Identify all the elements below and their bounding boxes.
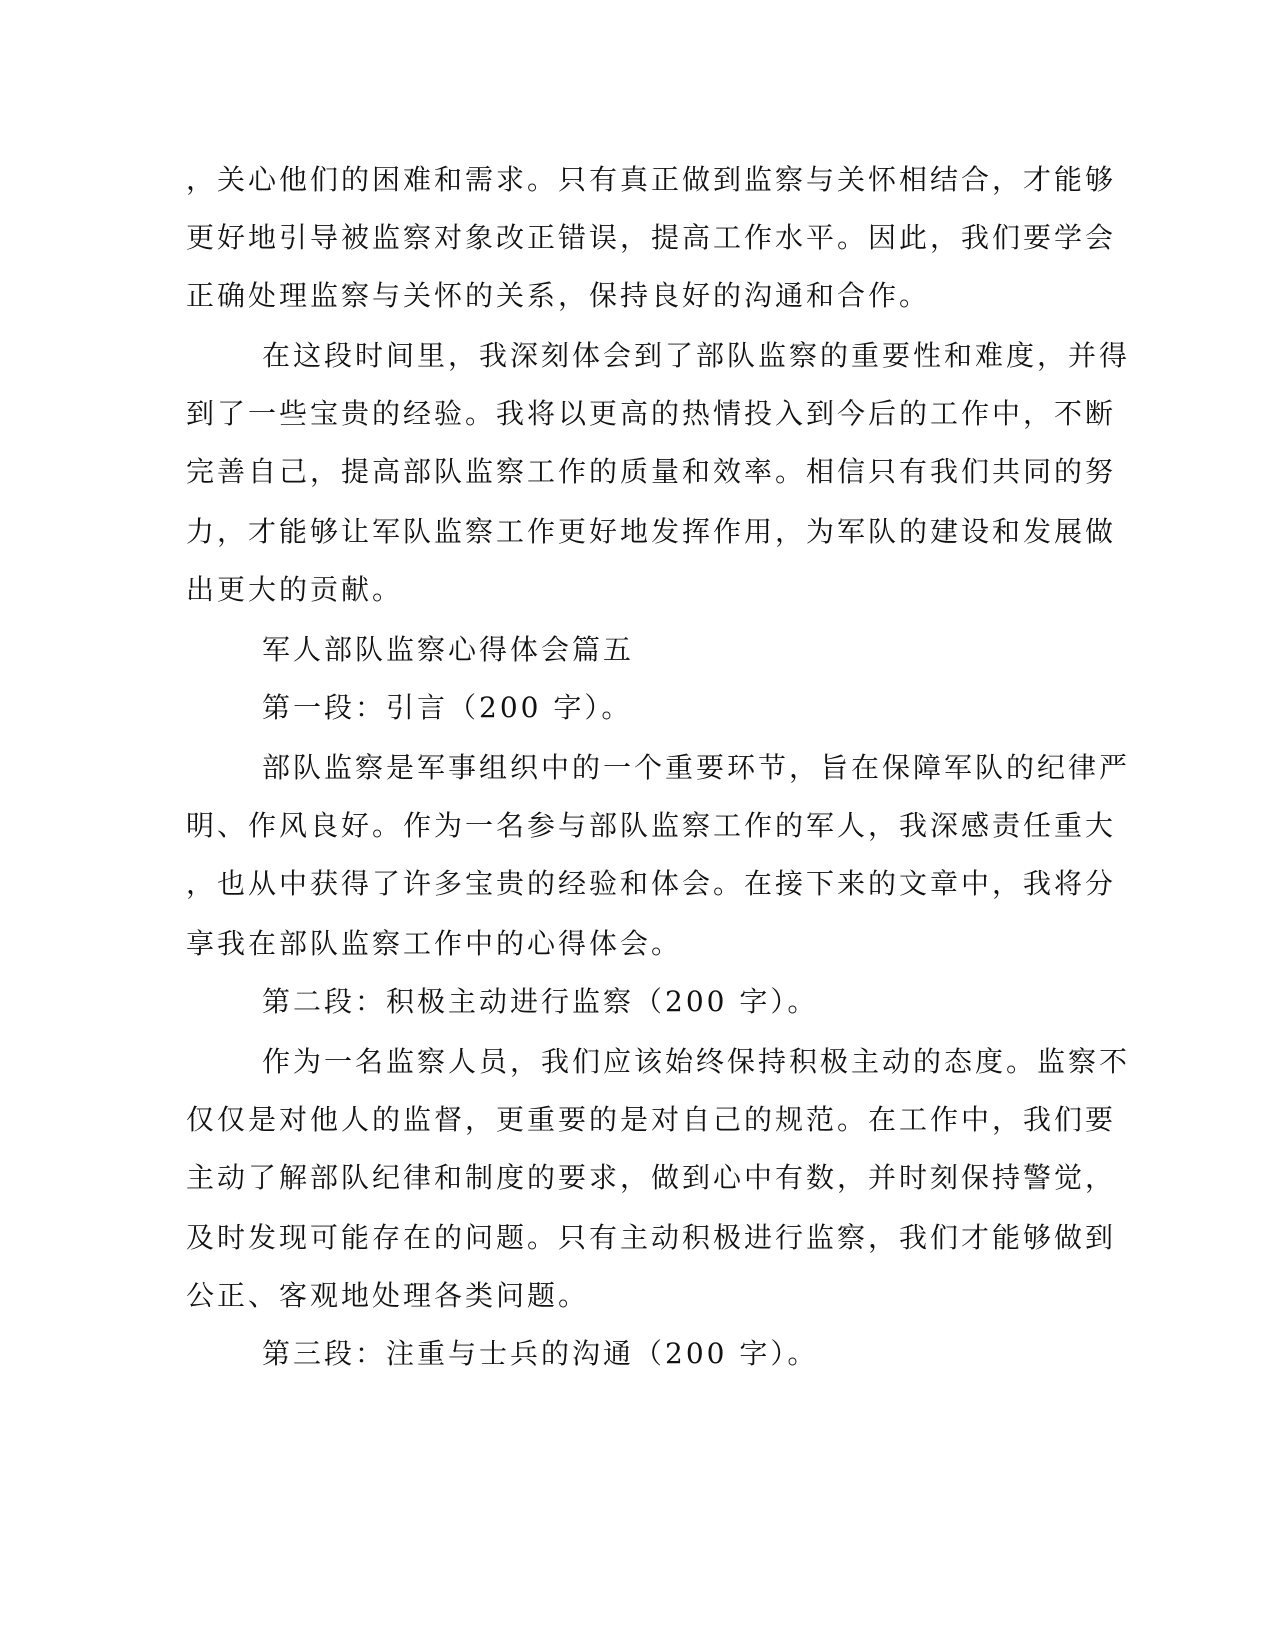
text-line: 主动了解部队纪律和制度的要求，做到心中有数，并时刻保持警觉， xyxy=(186,1161,1117,1194)
section-heading: 第三段：注重与士兵的沟通（200 字）。 xyxy=(262,1337,819,1370)
text-line: 及时发现可能存在的问题。只有主动积极进行监察，我们才能够做到 xyxy=(186,1221,1117,1254)
section-heading: 第一段：引言（200 字）。 xyxy=(262,691,633,724)
text-line: 出更大的贡献。 xyxy=(186,573,404,606)
text-line: 享我在部队监察工作中的心得体会。 xyxy=(186,927,683,960)
section-heading: 第二段：积极主动进行监察（200 字）。 xyxy=(262,985,819,1018)
text-line: 力，才能够让军队监察工作更好地发挥作用，为军队的建设和发展做 xyxy=(186,515,1117,548)
text-line: 完善自己，提高部队监察工作的质量和效率。相信只有我们共同的努 xyxy=(186,455,1117,488)
text-line: 到了一些宝贵的经验。我将以更高的热情投入到今后的工作中，不断 xyxy=(186,397,1117,430)
text-line: 正确处理监察与关怀的关系，保持良好的沟通和合作。 xyxy=(186,279,931,312)
text-line: ，关心他们的困难和需求。只有真正做到监察与关怀相结合，才能够 xyxy=(186,163,1117,196)
text-line: 明、作风良好。作为一名参与部队监察工作的军人，我深感责任重大 xyxy=(186,809,1117,842)
paragraph-first-line: 在这段时间里，我深刻体会到了部队监察的重要性和难度，并得 xyxy=(262,339,1131,372)
section-title: 军人部队监察心得体会篇五 xyxy=(262,633,635,666)
text-line: 更好地引导被监察对象改正错误，提高工作水平。因此，我们要学会 xyxy=(186,221,1117,254)
text-line: ，也从中获得了许多宝贵的经验和体会。在接下来的文章中，我将分 xyxy=(186,867,1117,900)
paragraph-first-line: 部队监察是军事组织中的一个重要环节，旨在保障军队的纪律严 xyxy=(262,751,1131,784)
paragraph-first-line: 作为一名监察人员，我们应该始终保持积极主动的态度。监察不 xyxy=(262,1045,1131,1078)
text-line: 公正、客观地处理各类问题。 xyxy=(186,1279,590,1312)
text-line: 仅仅是对他人的监督，更重要的是对自己的规范。在工作中，我们要 xyxy=(186,1103,1117,1136)
